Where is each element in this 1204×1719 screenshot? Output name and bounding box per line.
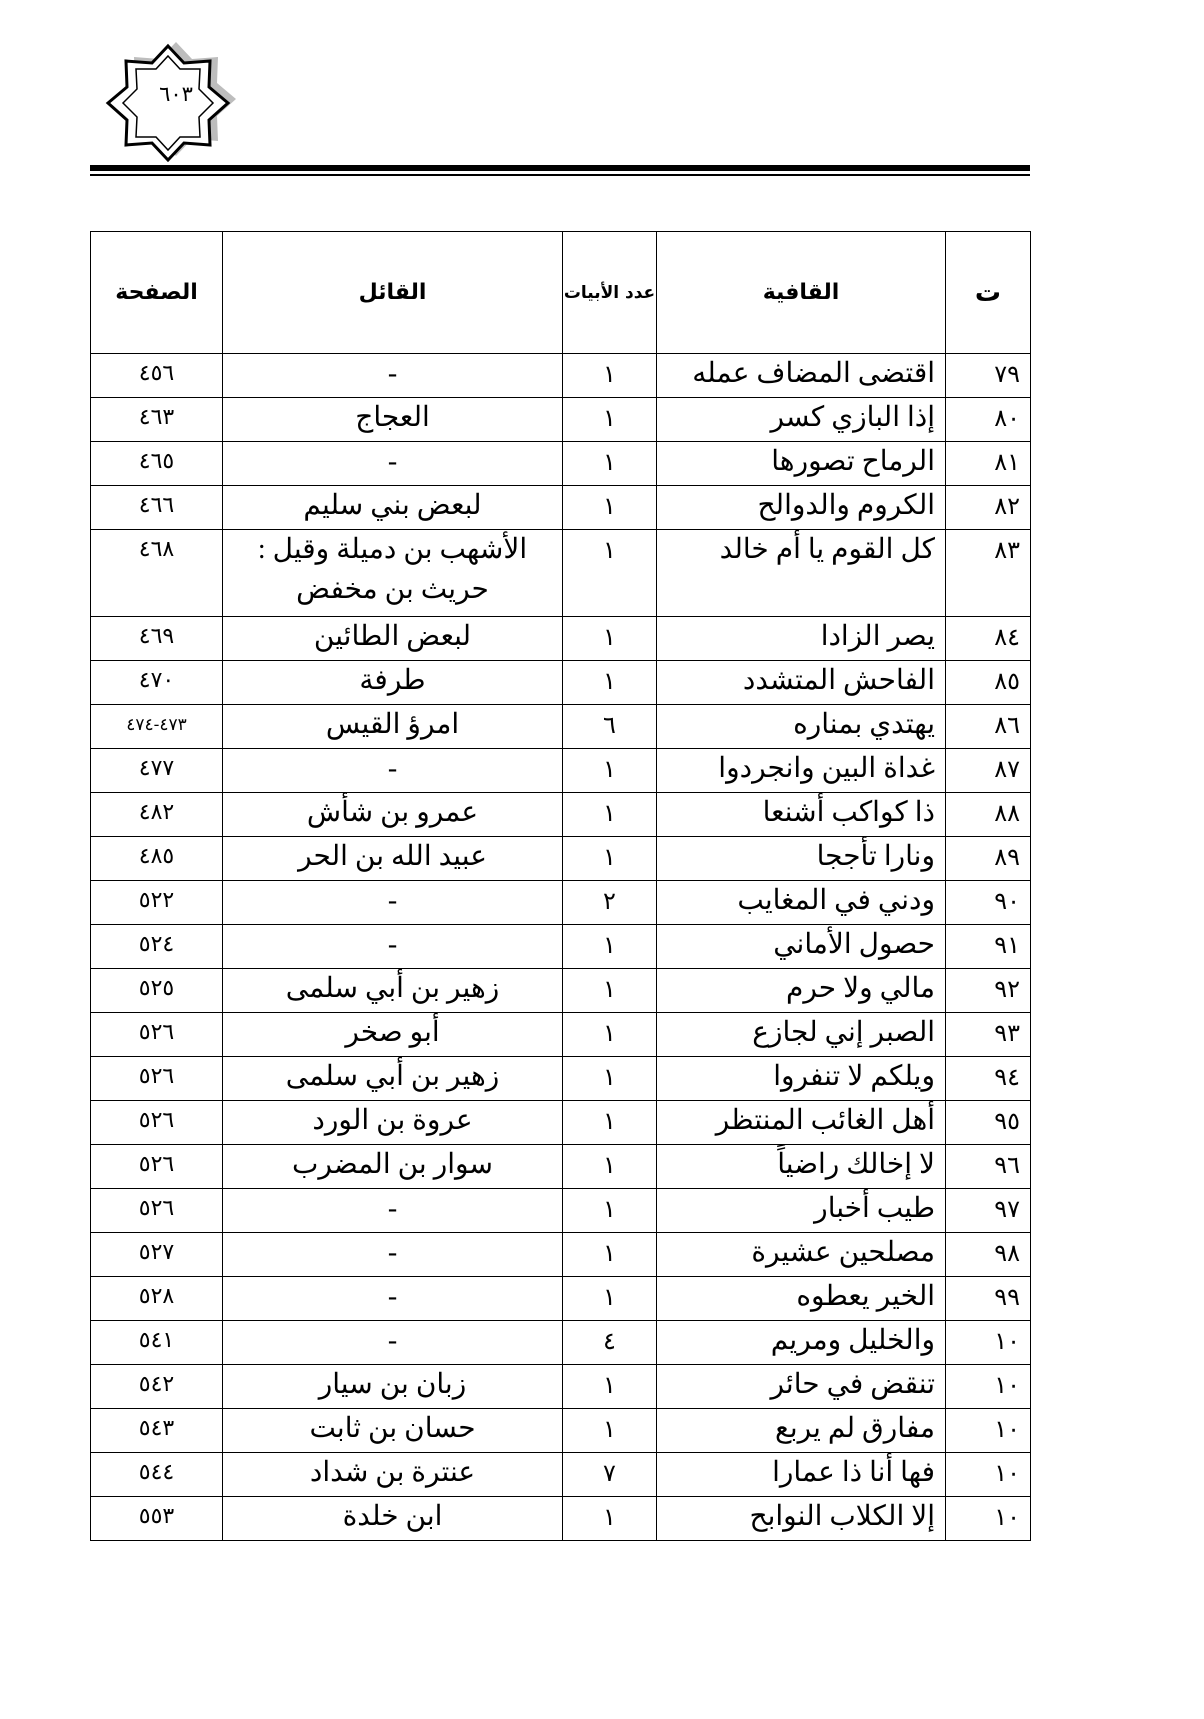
verse-count-cell: ١ xyxy=(563,1365,657,1409)
row-number: ٨٥ xyxy=(946,661,1031,705)
header-rule-thick xyxy=(90,165,1030,171)
rhyme-cell: أهل الغائب المنتظر xyxy=(657,1101,946,1145)
poet-cell: - xyxy=(223,925,563,969)
page-number-badge xyxy=(100,42,240,162)
rhyme-cell: الكروم والدوالح xyxy=(657,486,946,530)
table-row xyxy=(91,969,1031,1013)
poet-cell: - xyxy=(223,749,563,793)
table-row xyxy=(91,1145,1031,1189)
verse-count-cell: ١ xyxy=(563,530,657,617)
row-number: ٩٦ xyxy=(946,1145,1031,1189)
page-cell: ٤٥٦ xyxy=(91,354,223,398)
poet-cell: عمرو بن شأش xyxy=(223,793,563,837)
rhyme-cell: الفاحش المتشدد xyxy=(657,661,946,705)
rhyme-cell: حصول الأماني xyxy=(657,925,946,969)
verse-count-cell: ٧ xyxy=(563,1453,657,1497)
rhymes-index-table xyxy=(90,231,1031,1541)
rhyme-cell: ويلكم لا تنفروا xyxy=(657,1057,946,1101)
verse-count-cell: ١ xyxy=(563,1497,657,1541)
table-row xyxy=(91,749,1031,793)
table-row xyxy=(91,1409,1031,1453)
verse-count-cell: ١ xyxy=(563,793,657,837)
row-number: ٨٠ xyxy=(946,398,1031,442)
page-cell: ٥٢٦ xyxy=(91,1189,223,1233)
poet-cell: - xyxy=(223,1321,563,1365)
page-cell: ٤٧٣-٤٧٤ xyxy=(91,705,223,749)
rhyme-cell: الرماح تصورها xyxy=(657,442,946,486)
page-cell: ٥٤٢ xyxy=(91,1365,223,1409)
table-row xyxy=(91,837,1031,881)
page-cell: ٥٢٦ xyxy=(91,1145,223,1189)
poet-cell: - xyxy=(223,1277,563,1321)
table-row xyxy=(91,1277,1031,1321)
verse-count-cell: ١ xyxy=(563,749,657,793)
row-number: ٨٧ xyxy=(946,749,1031,793)
poet-cell: عنترة بن شداد xyxy=(223,1453,563,1497)
poet-cell: لبعض الطائين xyxy=(223,617,563,661)
page-cell: ٥٢٨ xyxy=(91,1277,223,1321)
row-number: ٨٤ xyxy=(946,617,1031,661)
page-number: ٦٠٣ xyxy=(159,82,193,106)
table-row xyxy=(91,881,1031,925)
page-cell: ٥٢٦ xyxy=(91,1013,223,1057)
page-cell: ٥٤١ xyxy=(91,1321,223,1365)
row-number: ٨٢ xyxy=(946,486,1031,530)
rhyme-cell: اقتضى المضاف عمله xyxy=(657,354,946,398)
verse-count-cell: ١ xyxy=(563,837,657,881)
row-number: ١٠ xyxy=(946,1365,1031,1409)
row-number: ١٠ xyxy=(946,1409,1031,1453)
poet-cell: زهير بن أبي سلمى xyxy=(223,1057,563,1101)
row-number: ٩٣ xyxy=(946,1013,1031,1057)
rhyme-cell: تنقض في حائر xyxy=(657,1365,946,1409)
row-number: ٩٧ xyxy=(946,1189,1031,1233)
table-row xyxy=(91,1101,1031,1145)
page-cell: ٥٤٤ xyxy=(91,1453,223,1497)
row-number: ٨٩ xyxy=(946,837,1031,881)
table-row xyxy=(91,661,1031,705)
header-number: ت xyxy=(946,232,1031,354)
page-cell: ٥٤٣ xyxy=(91,1409,223,1453)
page-cell: ٥٢٧ xyxy=(91,1233,223,1277)
poet-cell: طرفة xyxy=(223,661,563,705)
rhyme-cell: إذا البازي كسر xyxy=(657,398,946,442)
verse-count-cell: ١ xyxy=(563,1409,657,1453)
rhyme-cell: لا إخالك راضياً xyxy=(657,1145,946,1189)
poet-cell: - xyxy=(223,881,563,925)
verse-count-cell: ٦ xyxy=(563,705,657,749)
row-number: ٧٩ xyxy=(946,354,1031,398)
verse-count-cell: ١ xyxy=(563,1057,657,1101)
table-header-row xyxy=(91,232,1031,354)
page-cell: ٤٨٥ xyxy=(91,837,223,881)
row-number: ١٠ xyxy=(946,1321,1031,1365)
verse-count-cell: ١ xyxy=(563,661,657,705)
verse-count-cell: ١ xyxy=(563,1233,657,1277)
rhyme-cell: ودني في المغايب xyxy=(657,881,946,925)
table-row xyxy=(91,1365,1031,1409)
rhyme-cell: طيب أخبار xyxy=(657,1189,946,1233)
page-cell: ٥٢٥ xyxy=(91,969,223,1013)
rhyme-cell: إلا الكلاب النوابح xyxy=(657,1497,946,1541)
header-rhyme: القافية xyxy=(657,232,946,354)
page-cell: ٤٦٥ xyxy=(91,442,223,486)
header-verse-count: عدد الأبيات xyxy=(563,232,657,354)
poet-cell: امرؤ القيس xyxy=(223,705,563,749)
rhyme-cell: فها أنا ذا عمارا xyxy=(657,1453,946,1497)
poet-cell: العجاج xyxy=(223,398,563,442)
page-cell: ٤٧٠ xyxy=(91,661,223,705)
row-number: ٩١ xyxy=(946,925,1031,969)
header-page: الصفحة xyxy=(91,232,223,354)
table-row xyxy=(91,1057,1031,1101)
verse-count-cell: ١ xyxy=(563,1277,657,1321)
page-cell: ٥٢٢ xyxy=(91,881,223,925)
poet-cell: زبان بن سيار xyxy=(223,1365,563,1409)
poet-cell: - xyxy=(223,442,563,486)
table-row xyxy=(91,705,1031,749)
verse-count-cell: ٢ xyxy=(563,881,657,925)
table-row xyxy=(91,793,1031,837)
row-number: ٩٠ xyxy=(946,881,1031,925)
row-number: ٩٤ xyxy=(946,1057,1031,1101)
page-cell: ٤٨٢ xyxy=(91,793,223,837)
page-cell: ٥٥٣ xyxy=(91,1497,223,1541)
page-cell: ٤٦٨ xyxy=(91,530,223,617)
poet-cell: - xyxy=(223,1233,563,1277)
poet-cell: الأشهب بن دميلة وقيل : حريث بن مخفض xyxy=(223,530,563,617)
verse-count-cell: ١ xyxy=(563,969,657,1013)
header-poet: القائل xyxy=(223,232,563,354)
row-number: ٨١ xyxy=(946,442,1031,486)
verse-count-cell: ١ xyxy=(563,1145,657,1189)
table-row xyxy=(91,486,1031,530)
table-row xyxy=(91,1013,1031,1057)
rhyme-cell: والخليل ومريم xyxy=(657,1321,946,1365)
poet-cell: لبعض بني سليم xyxy=(223,486,563,530)
rhyme-cell: مصلحين عشيرة xyxy=(657,1233,946,1277)
page-cell: ٥٢٦ xyxy=(91,1101,223,1145)
table-row xyxy=(91,1453,1031,1497)
table-row xyxy=(91,1233,1031,1277)
table-row xyxy=(91,398,1031,442)
poet-cell: زهير بن أبي سلمى xyxy=(223,969,563,1013)
table-row xyxy=(91,1321,1031,1365)
rhyme-cell: يصر الزادا xyxy=(657,617,946,661)
page-cell: ٤٦٣ xyxy=(91,398,223,442)
table-row xyxy=(91,1497,1031,1541)
verse-count-cell: ١ xyxy=(563,1013,657,1057)
verse-count-cell: ١ xyxy=(563,442,657,486)
rhyme-cell: مالي ولا حرم xyxy=(657,969,946,1013)
page-cell: ٤٦٦ xyxy=(91,486,223,530)
poet-cell: ابن خلدة xyxy=(223,1497,563,1541)
poet-cell: - xyxy=(223,354,563,398)
verse-count-cell: ١ xyxy=(563,1101,657,1145)
rhyme-cell: يهتدي بمناره xyxy=(657,705,946,749)
page-cell: ٥٢٦ xyxy=(91,1057,223,1101)
poet-cell: عبيد الله بن الحر xyxy=(223,837,563,881)
rhyme-cell: الصبر إني لجازع xyxy=(657,1013,946,1057)
row-number: ٩٥ xyxy=(946,1101,1031,1145)
verse-count-cell: ١ xyxy=(563,398,657,442)
page-cell: ٤٧٧ xyxy=(91,749,223,793)
row-number: ٩٢ xyxy=(946,969,1031,1013)
row-number: ٨٨ xyxy=(946,793,1031,837)
verse-count-cell: ٤ xyxy=(563,1321,657,1365)
verse-count-cell: ١ xyxy=(563,617,657,661)
row-number: ٩٩ xyxy=(946,1277,1031,1321)
row-number: ١٠ xyxy=(946,1497,1031,1541)
verse-count-cell: ١ xyxy=(563,486,657,530)
verse-count-cell: ١ xyxy=(563,925,657,969)
rhyme-cell: ونارا تأججا xyxy=(657,837,946,881)
table-row xyxy=(91,442,1031,486)
row-number: ١٠ xyxy=(946,1453,1031,1497)
row-number: ٩٨ xyxy=(946,1233,1031,1277)
rhyme-cell: كل القوم يا أم خالد xyxy=(657,530,946,617)
page-cell: ٤٦٩ xyxy=(91,617,223,661)
rhyme-cell: ذا كواكب أشنعا xyxy=(657,793,946,837)
rhyme-cell: غداة البين وانجردوا xyxy=(657,749,946,793)
page-cell: ٥٢٤ xyxy=(91,925,223,969)
table-row xyxy=(91,530,1031,617)
table-row xyxy=(91,354,1031,398)
poet-cell: سوار بن المضرب xyxy=(223,1145,563,1189)
table-row xyxy=(91,925,1031,969)
table-body xyxy=(91,354,1031,1541)
table-row xyxy=(91,617,1031,661)
poet-cell: حسان بن ثابت xyxy=(223,1409,563,1453)
row-number: ٨٦ xyxy=(946,705,1031,749)
poet-cell: عروة بن الورد xyxy=(223,1101,563,1145)
poet-cell: - xyxy=(223,1189,563,1233)
rhyme-cell: مفارق لم يربع xyxy=(657,1409,946,1453)
verse-count-cell: ١ xyxy=(563,1189,657,1233)
rhyme-cell: الخير يعطوه xyxy=(657,1277,946,1321)
poet-cell: أبو صخر xyxy=(223,1013,563,1057)
row-number: ٨٣ xyxy=(946,530,1031,617)
header-rule-thin xyxy=(90,174,1030,176)
table-row xyxy=(91,1189,1031,1233)
verse-count-cell: ١ xyxy=(563,354,657,398)
